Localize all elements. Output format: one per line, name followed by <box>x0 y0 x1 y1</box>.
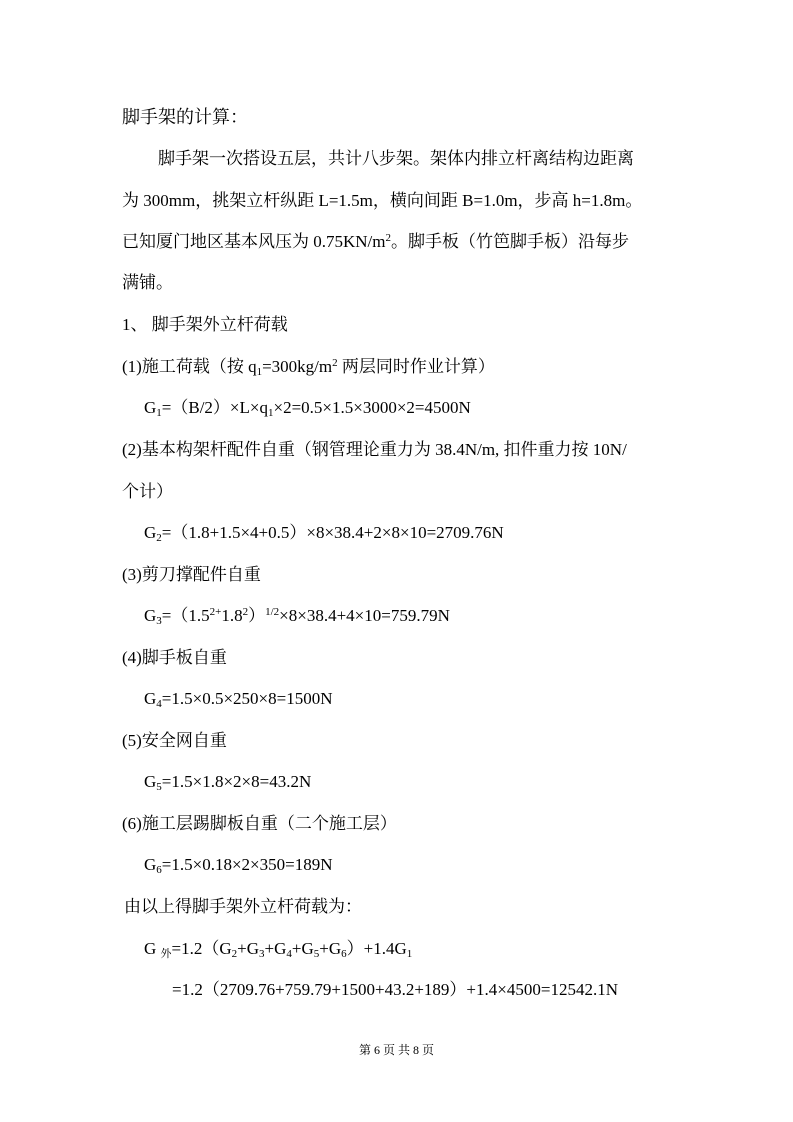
page-footer: 第 6 页 共 8 页 <box>358 1043 434 1057</box>
item-2-formula-sub: 2 <box>156 532 162 544</box>
item-5-formula-b: =1.5×1.8×2×8=43.2N <box>161 772 312 791</box>
item-5-label: (5)安全网自重 <box>122 731 227 750</box>
total-formula-sub-6: 6 <box>341 948 347 960</box>
item-2-formula-a: G <box>144 523 157 542</box>
item-3-formula-sup-3: 1/2 <box>265 606 280 618</box>
total-formula-g: ）+1.4G <box>346 939 407 958</box>
total-formula-sub-5: 5 <box>313 948 320 960</box>
item-4-formula-sub: 4 <box>156 698 162 710</box>
intro-line-3-text-b: 。脚手板（竹笆脚手板）沿每步 <box>391 232 629 251</box>
item-4-label: (4)脚手板自重 <box>122 648 227 667</box>
item-6-formula-b: =1.5×0.18×2×350=189N <box>161 855 333 874</box>
total-formula-sub-wai: 外 <box>160 948 172 960</box>
item-5-formula <box>144 771 311 793</box>
item-1-label <box>122 356 495 378</box>
item-3-formula-c: 1.8 <box>221 606 243 625</box>
intro-line-3-sup: 2 <box>385 232 391 244</box>
item-3-formula-sup-2: 2 <box>242 606 249 618</box>
item-6-formula-a: G <box>144 855 157 874</box>
item-3-formula-b: =（1.5 <box>161 606 210 625</box>
item-6-label: (6)施工层踢脚板自重（二个施工层） <box>122 814 397 833</box>
total-formula-e: +G <box>291 939 314 958</box>
item-1-label-b: =300kg/m <box>262 357 333 376</box>
item-3-formula <box>144 605 450 627</box>
item-2-formula <box>144 522 504 544</box>
total-formula-c: +G <box>237 939 260 958</box>
item-5-formula-sub: 5 <box>156 781 162 793</box>
intro-line-2: 为 300mm，挑架立杆纵距 L=1.5m，横向间距 B=1.0m，步高 h=1.8m。 <box>122 191 643 210</box>
intro-line-4: 满铺。 <box>122 273 173 292</box>
section-1-heading: 1、 脚手架外立杆荷载 <box>122 315 288 334</box>
item-1-label-c: 两层同时作业计算） <box>337 357 495 376</box>
item-1-label-sub: 1 <box>256 366 263 378</box>
item-5-formula-a: G <box>144 772 157 791</box>
item-2-formula-b: =（1.8+1.5×4+0.5）×8×38.4+2×8×10=2709.76N <box>161 523 504 542</box>
item-2-label-line-1: (2)基本构架杆配件自重（钢管理论重力为 38.4N/m, 扣件重力按 10N/ <box>122 440 627 459</box>
summary-text: 由以上得脚手架外立杆荷载为： <box>124 897 362 916</box>
item-3-formula-e: ×8×38.4+4×10=759.79N <box>279 606 450 625</box>
total-formula-sub-1: 1 <box>406 948 413 960</box>
total-formula-f: +G <box>319 939 342 958</box>
total-result: =1.2（2709.76+759.79+1500+43.2+189）+1.4×4500=12542.1N <box>172 980 618 999</box>
item-6-formula <box>144 854 333 876</box>
intro-line-3 <box>122 231 629 253</box>
item-2-label-line-2: 个计） <box>122 482 173 501</box>
total-formula-d: +G <box>264 939 287 958</box>
item-1-formula-c: ×2=0.5×1.5×3000×2=4500N <box>273 398 471 417</box>
item-1-formula-sub-1: 1 <box>156 407 162 419</box>
item-3-formula-d: ） <box>248 606 266 625</box>
item-3-formula-sub: 3 <box>156 615 162 627</box>
total-formula-sub-3: 3 <box>259 948 265 960</box>
total-formula-b: =1.2（G <box>171 939 232 958</box>
item-1-formula-a: G <box>144 398 157 417</box>
total-formula-sub-4: 4 <box>286 948 292 960</box>
item-4-formula-b: =1.5×0.5×250×8=1500N <box>161 689 333 708</box>
intro-line-1: 脚手架一次搭设五层，共计八步架。架体内排立杆离结构边距离 <box>158 149 634 168</box>
section-title: 脚手架的计算： <box>122 107 248 127</box>
total-formula <box>144 938 412 960</box>
item-3-formula-sup-1: 2+ <box>209 606 222 618</box>
item-3-label: (3)剪刀撑配件自重 <box>122 565 261 584</box>
item-4-formula <box>144 688 333 710</box>
item-6-formula-sub: 6 <box>156 864 162 876</box>
item-1-formula-sub-2: 1 <box>268 407 274 419</box>
item-3-formula-a: G <box>144 606 157 625</box>
item-1-formula-b: =（B/2）×L×q <box>161 398 268 417</box>
item-1-label-sup: 2 <box>332 357 338 369</box>
total-formula-sub-2: 2 <box>231 948 238 960</box>
total-formula-a: G <box>144 939 161 958</box>
item-1-label-a: (1)施工荷载（按 q <box>122 357 257 376</box>
item-4-formula-a: G <box>144 689 157 708</box>
intro-line-3-text-a: 已知厦门地区基本风压为 0.75KN/m <box>122 232 386 251</box>
item-1-formula <box>144 397 471 419</box>
